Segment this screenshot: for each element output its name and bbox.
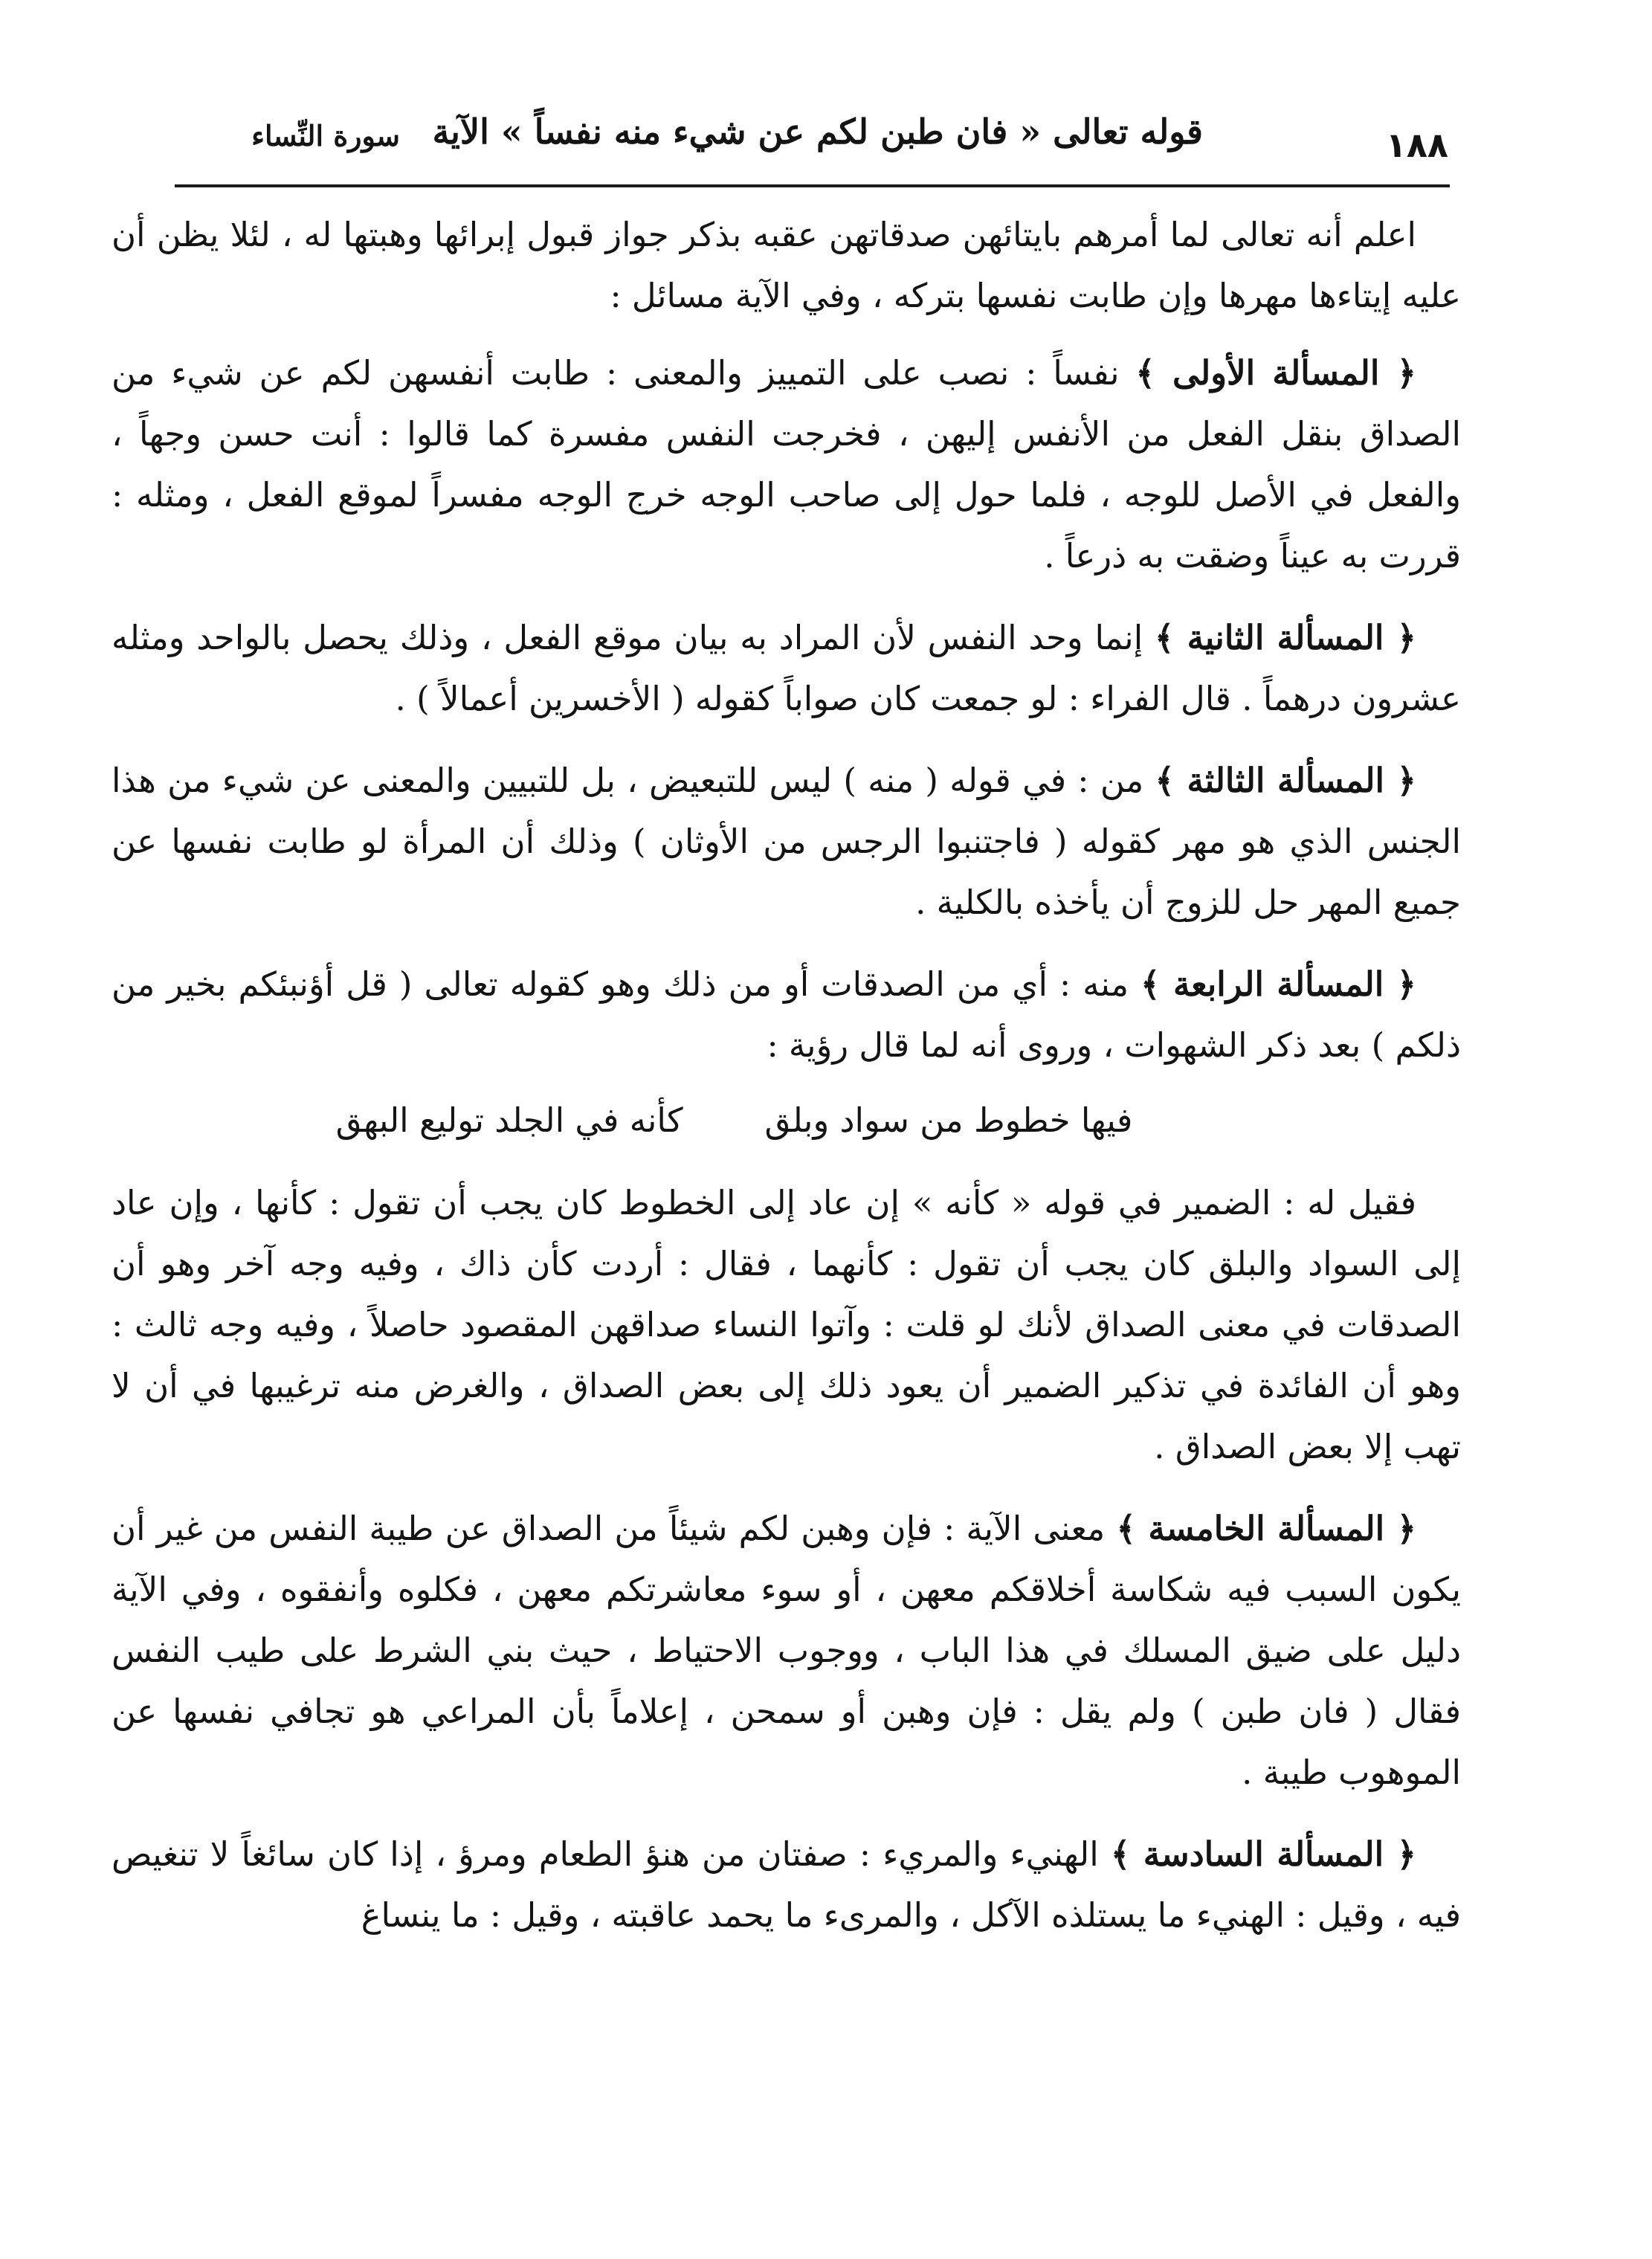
poetry-verse: [112, 1089, 1461, 1152]
surah-name: سورة النِّساء: [251, 119, 400, 152]
issue-5-label: ﴿ المسألة الخامسة ﴾: [1116, 1509, 1416, 1548]
issue-2-label: ﴿ المسألة الثانية ﴾: [1155, 618, 1416, 657]
issue-3-label: ﴿ المسألة الثالثة ﴾: [1155, 761, 1416, 800]
issue-5-paragraph: [112, 1498, 1461, 1803]
issue-4-paragraph: [112, 954, 1461, 1076]
issue-6-label: ﴿ المسألة السادسة ﴾: [1110, 1834, 1417, 1874]
verse-commentary-paragraph: فقيل له : الضمير في قوله « كأنه » إن عاد إلى الخطوط كان يجب أن تقول : كأنها ، وإن عاد إلى السواد والبلق كان يجب أن تقول : كأنهما ، فقال : أردت كأن ذاك ، وفيه وجه آخر وهو أن الصدقات في معنى الصداق لأنك لو قلت : وآتوا النساء صداقهن المقصود حاصلاً ، وفيه وجه ثالث : وهو أن الفائدة في تذكير الضمير أن يعود ذلك إلى بعض الصداق ، والغرض منه ترغيبها في أن لا تهب إلا بعض الصداق .: [112, 1183, 1461, 1466]
header-rule: [175, 184, 1450, 187]
running-title: قوله تعالى « فان طبن لكم عن شيء منه نفساً » الآية: [432, 112, 1203, 152]
issue-6-paragraph: [112, 1824, 1461, 1946]
intro-paragraph: اعلم أنه تعالى لما أمرهم بايتائهن صدقاتهن عقبه بذكر جواز قبول إبرائها وهبتها له ، لئلا يظن أن عليه إيتاءها مهرها وإن طابت نفسها بتركه ، وفي الآية مسائل :: [112, 215, 1461, 315]
verse-second-hemistich: كأنه في الجلد توليع البهق: [335, 1101, 683, 1140]
issue-4-label: ﴿ المسألة الرابعة ﴾: [1140, 964, 1416, 1004]
issue-1-paragraph: [112, 343, 1461, 587]
verse-first-hemistich: فيها خطوط من سواد وبلق: [764, 1101, 1133, 1140]
issue-6-text: الهنيء والمريء : صفتان من هنؤ الطعام ومرؤ ، إذا كان سائغاً لا تنغيص فيه ، وقيل : الهنيء ما يستلذه الآكل ، والمرىء ما يحمد عاقبته ، وقيل : ما ينساغ: [112, 1834, 1461, 1935]
body-text: [112, 204, 1461, 2212]
page-header: [170, 112, 1448, 182]
issue-3-paragraph: [112, 750, 1461, 933]
issue-1-text: نفساً : نصب على التمييز والمعنى : طابت أنفسهن لكم عن شيء من الصداق بنقل الفعل من الأنفس إليهن ، فخرجت النفس مفسرة كما قالوا : أنت حسن وجهاً ، والفعل في الأصل للوجه ، فلما حول إلى صاحب الوجه خرج الوجه مفسراً لموقع الفعل ، ومثله : قررت به عيناً وضقت به ذرعاً .: [112, 353, 1461, 576]
issue-2-paragraph: [112, 608, 1461, 729]
issue-5-text: معنى الآية : فإن وهبن لكم شيئاً من الصداق عن طيبة النفس من غير أن يكون السبب فيه شكاسة أخلاقكم معهن ، أو سوء معاشرتكم معهن ، فكلوه وأنفقوه ، وفي الآية دليل على ضيق المسلك في هذا الباب ، ووجوب الاحتياط ، حيث بني الشرط على طيب النفس فقال ( فان طبن ) ولم يقل : فإن وهبن أو سمحن ، إعلاماً بأن المراعي هو تجافي نفسها عن الموهوب طيبة .: [112, 1509, 1461, 1792]
page-number: ١٨٨: [1385, 125, 1448, 165]
issue-4-text: منه : أي من الصدقات أو من ذلك وهو كقوله تعالى ( قل أؤنبئكم بخير من ذلكم ) بعد ذكر الشهوات ، وروى أنه لما قال رؤية :: [112, 964, 1461, 1065]
issue-2-text: إنما وحد النفس لأن المراد به بيان موقع الفعل ، وذلك يحصل بالواحد ومثله عشرون درهماً . قال الفراء : لو جمعت كان صواباً كقوله ( الأخسرين أعمالاً ) .: [112, 618, 1461, 718]
issue-3-text: من : في قوله ( منه ) ليس للتبعيض ، بل للتبيين والمعنى عن شيء من هذا الجنس الذي هو مهر كقوله ( فاجتنبوا الرجس من الأوثان ) وذلك أن المرأة لو طابت نفسها عن جميع المهر حل للزوج أن يأخذه بالكلية .: [112, 761, 1461, 922]
issue-1-label: ﴿ المسألة الأولى ﴾: [1135, 353, 1416, 393]
